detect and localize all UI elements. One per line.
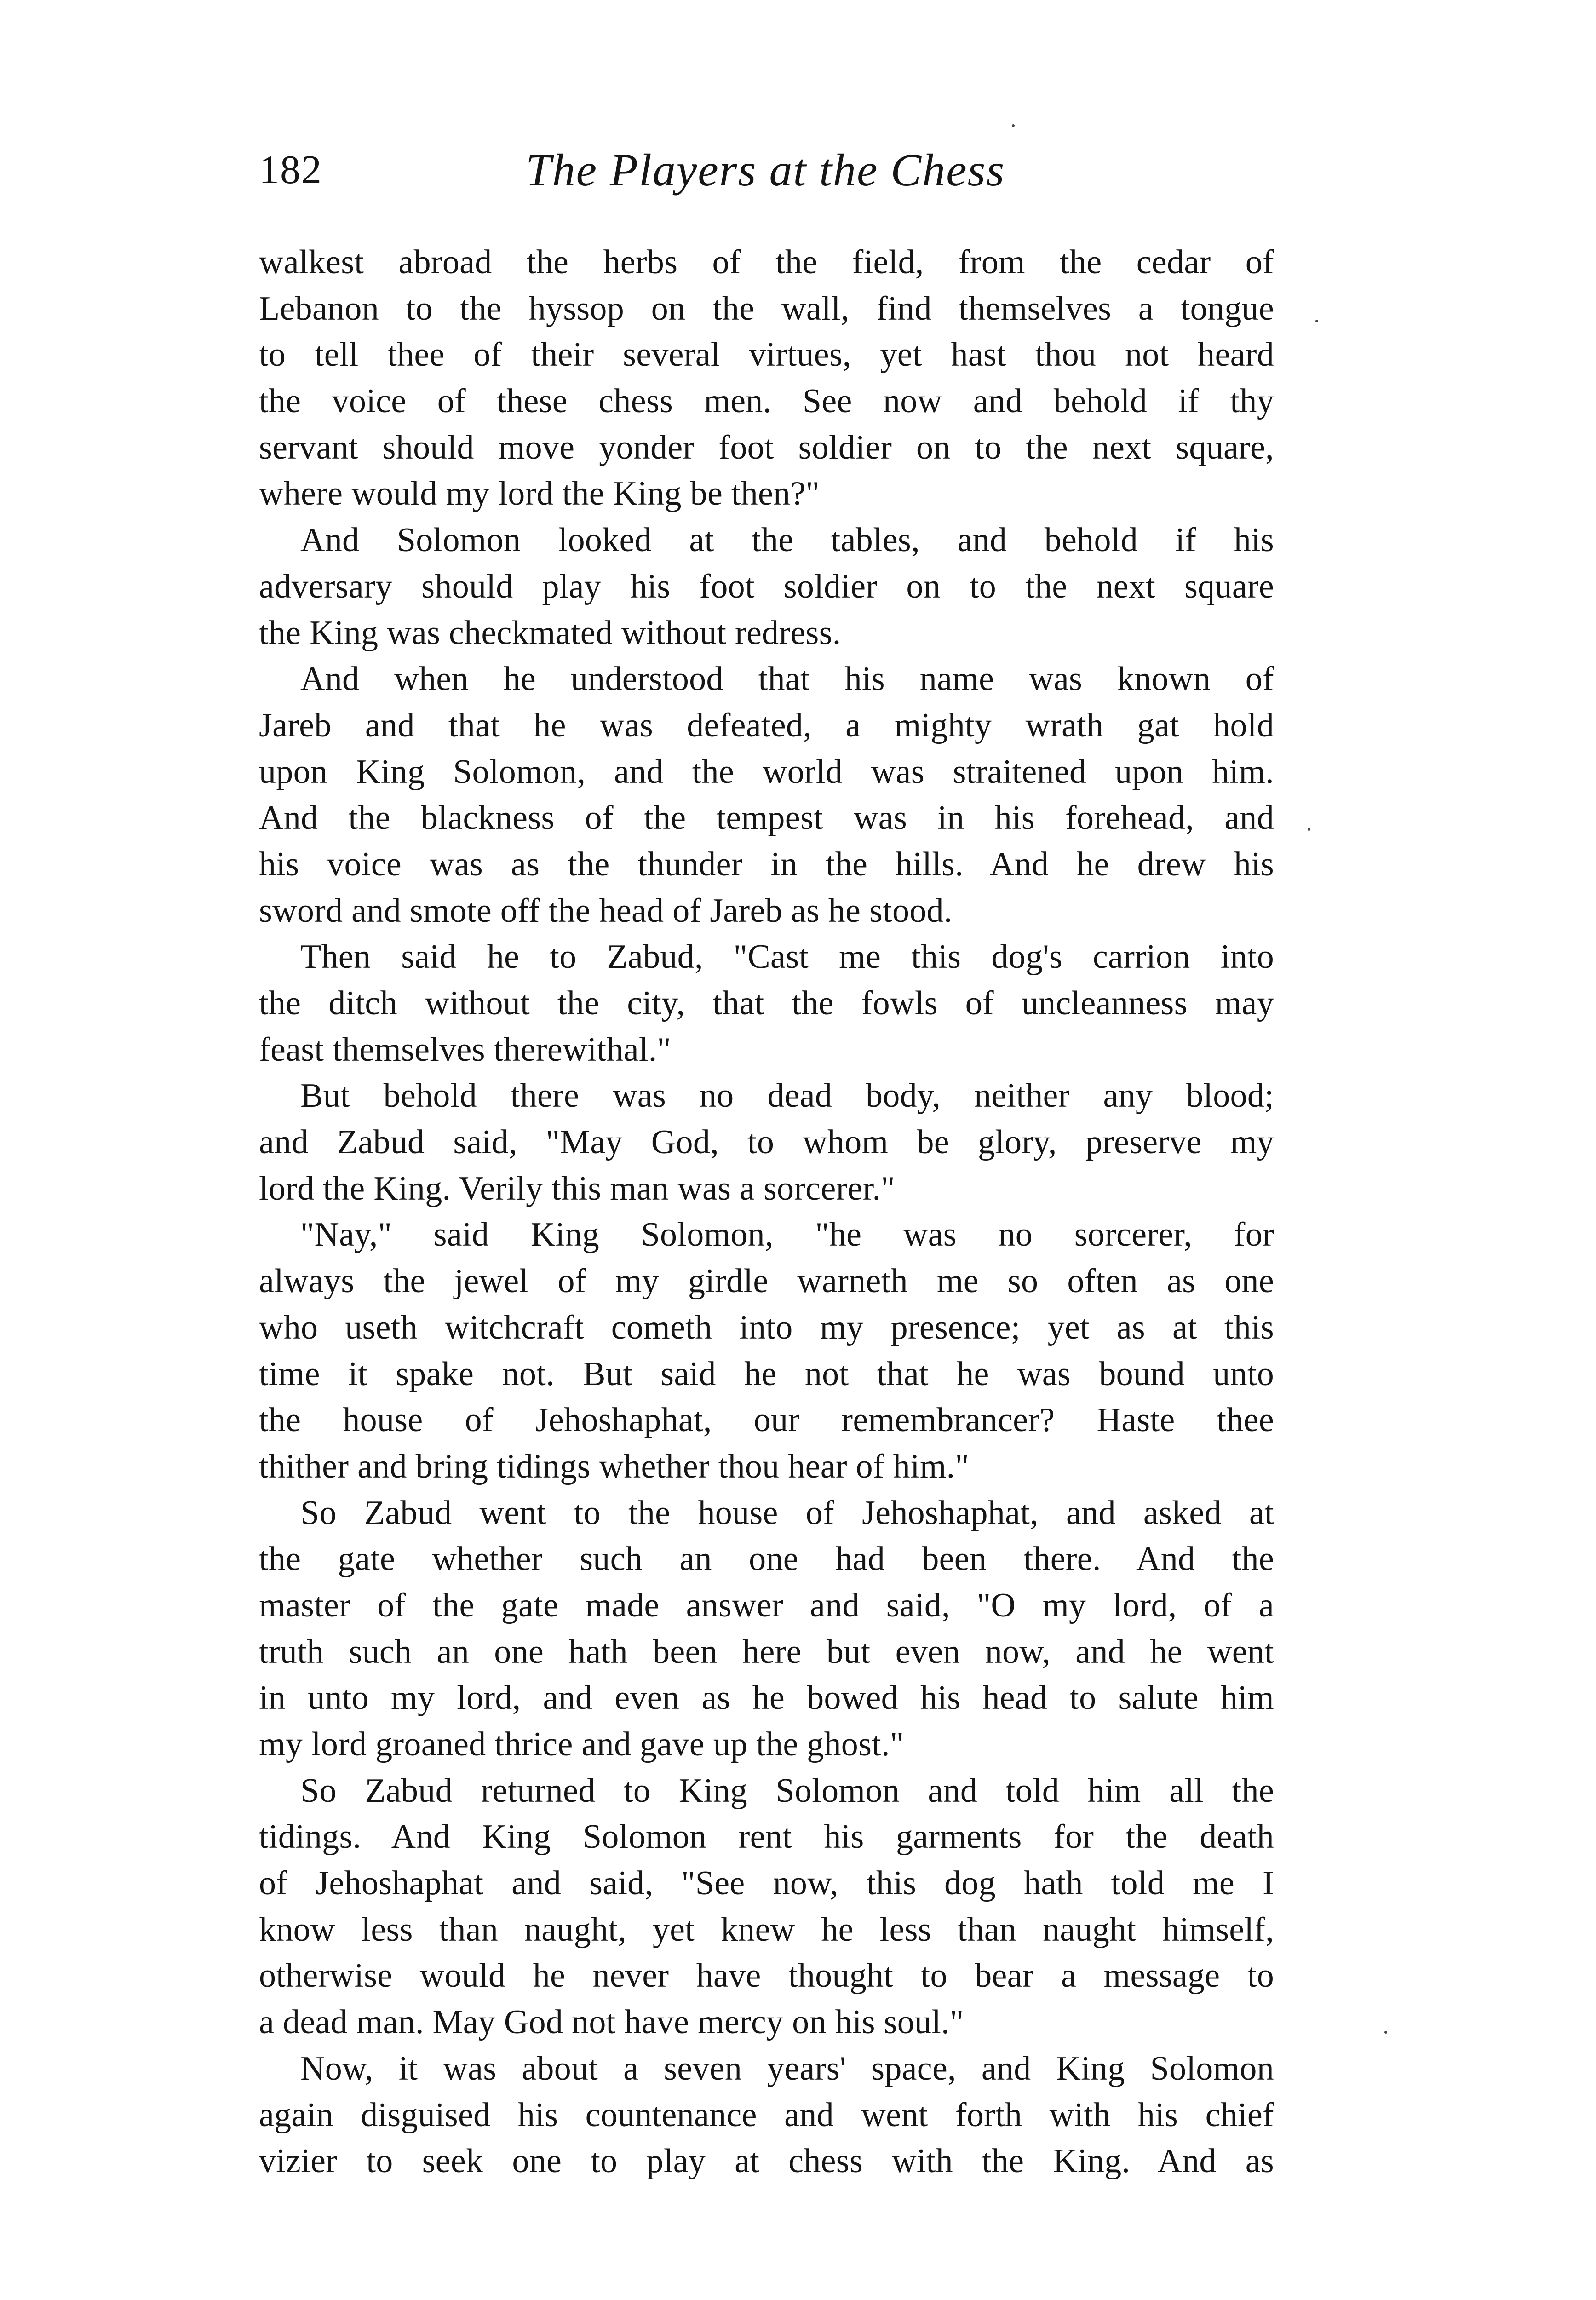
paper-speck [1012,124,1015,127]
text-line: Lebanon to the hyssop on the wall, find themselves a tongue [259,289,1274,328]
text-line: thither and bring tidings whether thou hear of him." [259,1447,969,1485]
running-head [259,138,1274,202]
text-line: again disguised his countenance and went forth with his chief [259,2096,1274,2134]
text-line: Jareb and that he was defeated, a mighty wrath gat hold [259,706,1274,744]
text-line: the voice of these chess men. See now and behold if thy [259,382,1274,420]
text-line: master of the gate made answer and said, "O my lord, of a [259,1586,1274,1624]
text-line: to tell thee of their several virtues, yet hast thou not heard [259,336,1274,374]
text-line: in unto my lord, and even as he bowed his head to salute him [259,1679,1274,1717]
paper-speck [1315,320,1318,322]
text-line: servant should move yonder foot soldier on to the next square, [259,428,1274,466]
text-line: know less than naught, yet knew he less than naught himself, [259,1910,1274,1949]
text-line: walkest abroad the herbs of the field, from the cedar of [259,243,1274,281]
text-line: Now, it was about a seven years' space, and King Solomon [300,2049,1274,2087]
text-line: Then said he to Zabud, "Cast me this dog's carrion into [300,938,1274,976]
page-number: 182 [259,148,322,192]
text-line: "Nay," said King Solomon, "he was no sorcerer, for [300,1216,1274,1254]
text-line: And the blackness of the tempest was in his forehead, and [259,799,1274,837]
text-line: my lord groaned thrice and gave up the ghost." [259,1725,904,1763]
running-title: The Players at the Chess [526,144,1005,196]
text-line: and Zabud said, "May God, to whom be glory, preserve my [259,1123,1274,1162]
text-line: who useth witchcraft cometh into my presence; yet as at this [259,1308,1274,1346]
text-line: vizier to seek one to play at chess with the King. And as [259,2142,1274,2180]
text-line: truth such an one hath been here but even now, and he went [259,1633,1274,1671]
text-line: of Jehoshaphat and said, "See now, this dog hath told me I [259,1864,1274,1903]
paper-speck [1384,2031,1387,2034]
paper-speck [1308,828,1310,831]
text-line: the ditch without the city, that the fowls of uncleanness may [259,984,1274,1022]
text-line: upon King Solomon, and the world was straitened upon him. [259,753,1274,791]
text-line: lord the King. Verily this man was a sorcerer." [259,1169,895,1208]
text-line: the King was checkmated without redress. [259,614,841,652]
text-line: And Solomon looked at the tables, and behold if his [300,521,1274,559]
text-line: So Zabud went to the house of Jehoshaphat, and asked at [300,1494,1274,1532]
text-line: tidings. And King Solomon rent his garments for the death [259,1818,1274,1856]
text-line: otherwise would he never have thought to bear a message to [259,1957,1274,1995]
text-line: a dead man. May God not have mercy on his soul." [259,2003,964,2041]
text-line: the house of Jehoshaphat, our remembrancer? Haste thee [259,1401,1274,1439]
text-line: his voice was as the thunder in the hills. And he drew his [259,845,1274,883]
text-line: sword and smote off the head of Jareb as he stood. [259,891,953,930]
text-line: always the jewel of my girdle warneth me so often as one [259,1262,1274,1300]
text-line: But behold there was no dead body, neither any blood; [300,1077,1274,1115]
text-line: the gate whether such an one had been there. And the [259,1540,1274,1578]
text-line: adversary should play his foot soldier on to the next square [259,567,1274,605]
text-line: time it spake not. But said he not that he was bound unto [259,1355,1274,1393]
text-line: And when he understood that his name was known of [300,660,1274,698]
body-text [259,239,1274,2185]
text-line: where would my lord the King be then?" [259,475,820,513]
text-line: feast themselves therewithal." [259,1030,672,1069]
text-line: So Zabud returned to King Solomon and told him all the [300,1771,1274,1810]
